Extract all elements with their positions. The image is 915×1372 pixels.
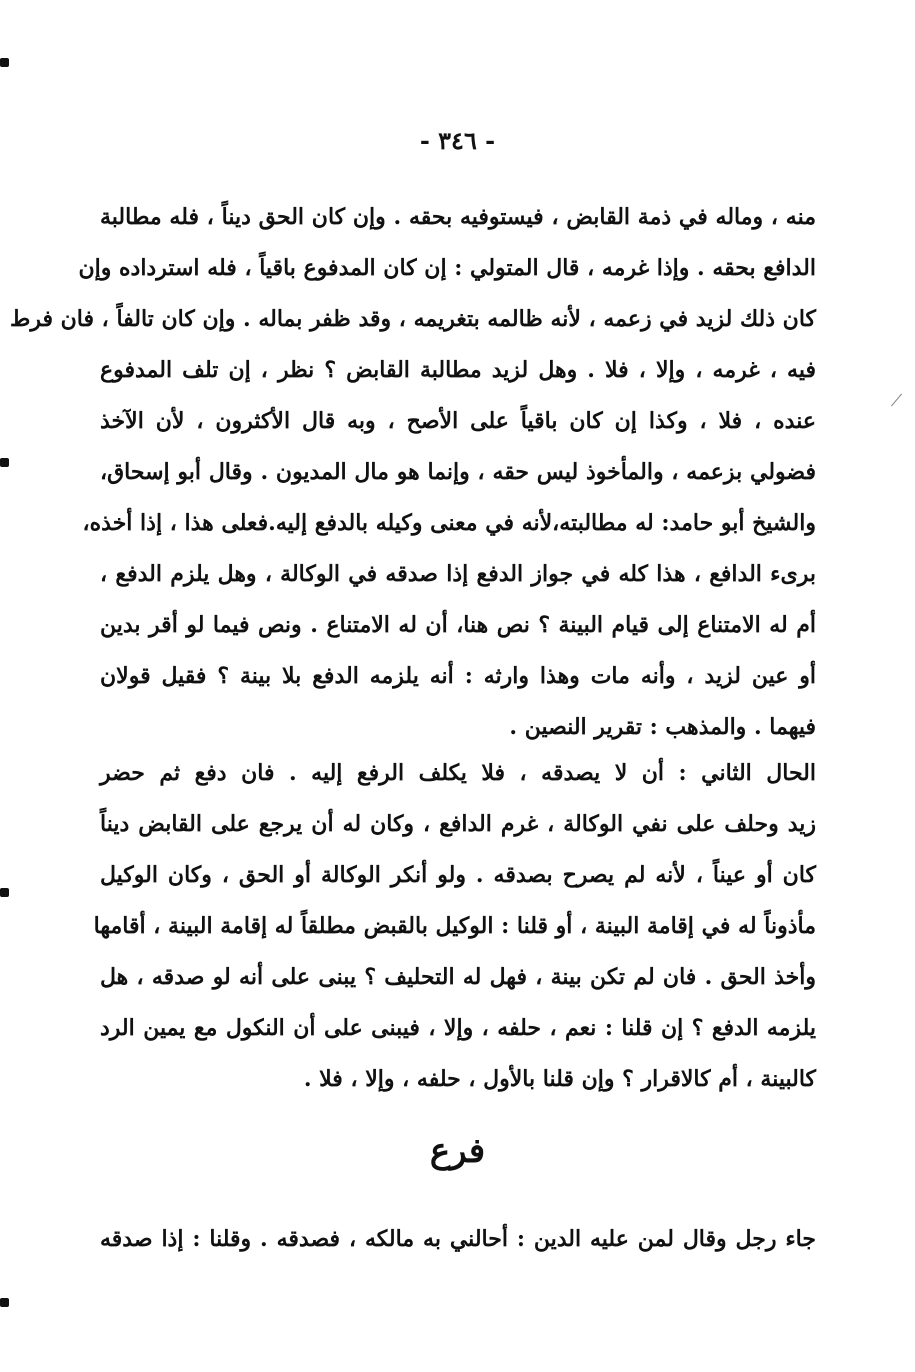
scan-edge-mark xyxy=(0,58,9,67)
text-line: كان أو عيناً ، لأنه لم يصرح بصدقه . ولو أنكر الوكالة أو الحق ، وكان الوكيل xyxy=(100,862,816,888)
page-number: - ٣٤٦ - xyxy=(419,126,496,155)
text-line: منه ، وماله في ذمة القابض ، فيستوفيه بحقه . وإن كان الحق ديناً ، فله مطالبة xyxy=(100,204,816,230)
text-line xyxy=(100,748,816,799)
text-line: برىء الدافع ، هذا كله في جواز الدفع إذا صدقه في الوكالة ، وهل يلزم الدفع ، xyxy=(100,561,816,587)
text-line: الدافع بحقه . وإذا غرمه ، قال المتولي : إن كان المدفوع باقياً ، فله استرداده وإن xyxy=(78,255,816,281)
text-line: عنده ، فلا ، وكذا إن كان باقياً على الأصح ، وبه قال الأكثرون ، لأن الآخذ xyxy=(100,408,816,434)
text-line: زيد وحلف على نفي الوكالة ، غرم الدافع ، وكان له أن يرجع على القابض ديناً xyxy=(100,811,816,837)
scan-edge-mark xyxy=(0,458,9,467)
paragraph-1 xyxy=(9,192,816,753)
section-heading: فرع xyxy=(429,1131,486,1171)
paragraph-3 xyxy=(100,1214,816,1265)
text-line: كان ذلك لزيد في زعمه ، لأنه ظالمه بتغريمه ، وقد ظفر بماله . وإن كان تالفاً ، فان فرط xyxy=(9,306,816,332)
scan-edge-mark xyxy=(0,888,9,897)
text-line: فيهما . والمذهب : تقرير النصين . xyxy=(509,714,816,740)
text-line: مأذوناً له في إقامة البينة ، أو قلنا : الوكيل بالقبض مطلقاً له إقامة البينة ، أقامها xyxy=(93,913,816,939)
text-line: فيه ، غرمه ، وإلا ، فلا . وهل لزيد مطالبة القابض ؟ نظر ، إن تلف المدفوع xyxy=(100,357,816,383)
scan-stray-mark xyxy=(891,394,902,407)
text-line: جاء رجل وقال لمن عليه الدين : أحالني به مالكه ، فصدقه . وقلنا : إذا صدقه xyxy=(100,1226,816,1252)
text-span: : أن لا يصدقه ، فلا يكلف الرفع إليه . فان دفع ثم حضر xyxy=(100,760,702,786)
text-line: أم له الامتناع إلى قيام البينة ؟ نص هنا، أن له الامتناع . ونص فيما لو أقر بدين xyxy=(100,612,816,638)
paragraph-lead: الحال الثاني xyxy=(701,760,816,786)
text-line: والشيخ أبو حامد: له مطالبته،لأنه في معنى وكيله بالدفع إليه.فعلى هذا ، إذا أخذه، xyxy=(82,510,816,536)
text-line: أو عين لزيد ، وأنه مات وهذا وارثه : أنه يلزمه الدفع بلا بينة ؟ فقيل قولان xyxy=(100,663,816,689)
paragraph-2 xyxy=(93,748,816,1105)
text-line: وأخذ الحق . فان لم تكن بينة ، فهل له التحليف ؟ يبنى على أنه لو صدقه ، هل xyxy=(100,964,816,990)
text-line: يلزمه الدفع ؟ إن قلنا : نعم ، حلفه ، وإلا ، فيبنى على أن النكول مع يمين الرد xyxy=(100,1015,816,1041)
text-line: كالبينة ، أم كالاقرار ؟ وإن قلنا بالأول ، حلفه ، وإلا ، فلا . xyxy=(303,1066,816,1092)
text-line: فضولي بزعمه ، والمأخوذ ليس حقه ، وإنما هو مال المديون . وقال أبو إسحاق، xyxy=(100,459,816,485)
scan-edge-mark xyxy=(0,1298,9,1307)
